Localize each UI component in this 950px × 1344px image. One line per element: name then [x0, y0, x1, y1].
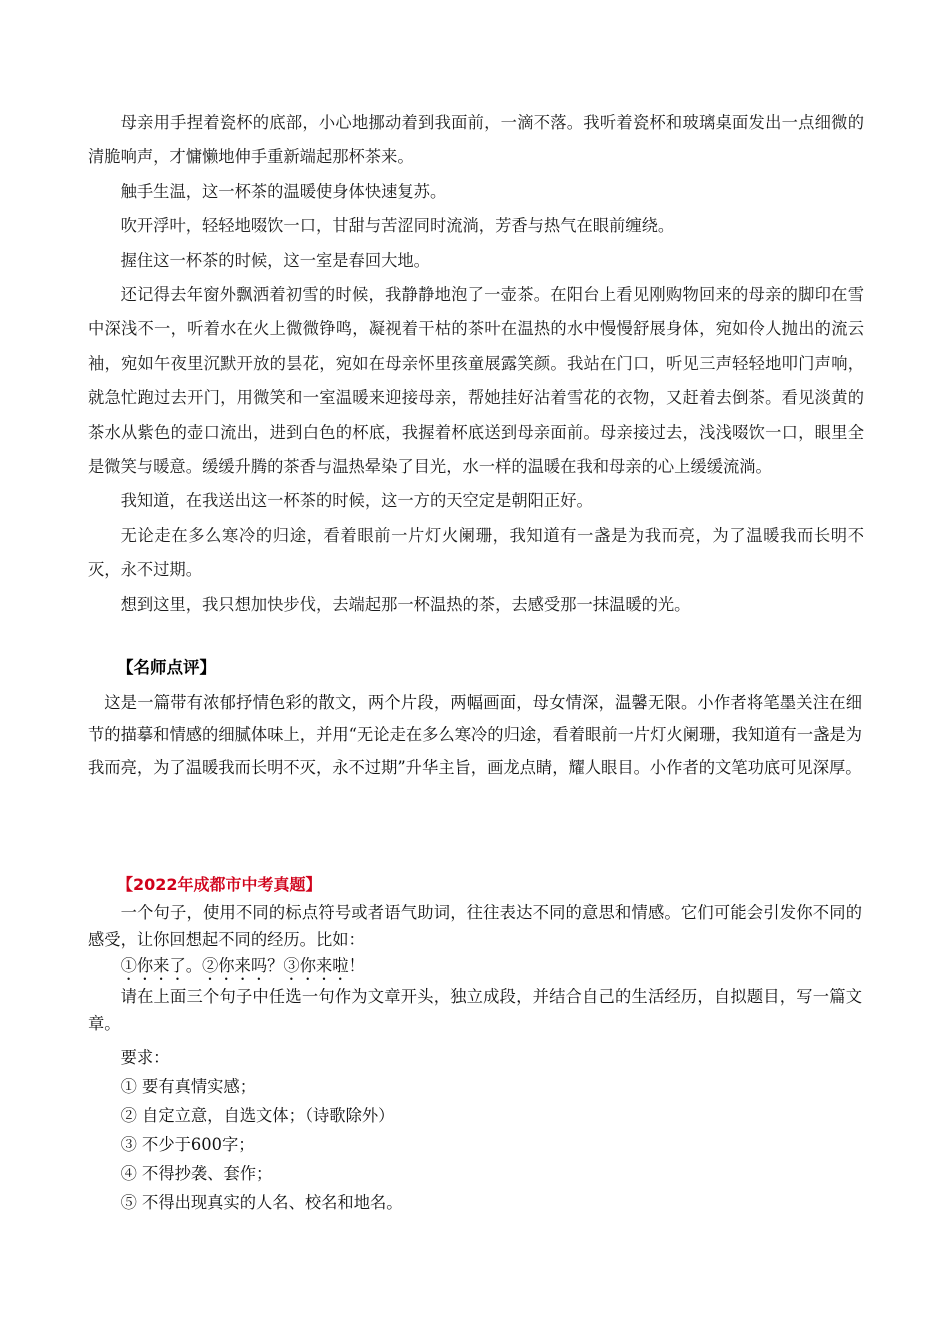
- review-text: 这是一篇带有浓郁抒情色彩的散文，两个片段，两幅画面，母女情深，温馨无限。小作者将笔墨关注在细节的描摹和情感的细腻体味上，并用“无论走在多么寒冷的归途，看着眼前一片灯火阑珊，我知道有一盏是为我而亮，为了温暖我而长明不灭，永不过期”升华主旨，画龙点睛，耀人眼目。小作者的文笔功底可见深厚。: [88, 693, 862, 777]
- review-heading: 【名师点评】: [117, 658, 216, 677]
- requirement-item: ③ 不少于600字；: [120, 1134, 255, 1154]
- essay-paragraph: 还记得去年窗外飘洒着初雪的时候，我静静地泡了一壶茶。在阳台上看见刚购物回来的母亲的脚印在雪中深浅不一，听着水在火上微微铮鸣，凝视着干枯的茶叶在温热的水中慢慢舒展身体，宛如伶人抛出的流云袖，宛如午夜里沉默开放的昙花，宛如在母亲怀里孩童展露笑颜。我站在门口，听见三声轻轻地叩门声响，就急忙跑过去开门，用微笑和一室温暖来迎接母亲，帮她挂好沾着雪花的衣物，又赶着去倒茶。看见淡黄的茶水从紫色的壶口流出，进到白色的杯底，我握着杯底送到母亲面前。母亲接过去，浅浅啜饮一口，眼里全是微笑与暖意。缓缓升腾的茶香与温热晕染了目光，水一样的温暖在我和母亲的心上缓缓流淌。: [88, 285, 864, 477]
- requirements-label: 要求：: [120, 1048, 170, 1068]
- essay-paragraph: 吹开浮叶，轻轻地啜饮一口，甘甜与苦涩同时流淌，芳香与热气在眼前缠绕。: [120, 216, 675, 236]
- exam-examples: [88, 953, 862, 984]
- requirement-item: ⑤ 不得出现真实的人名、校名和地名。: [120, 1192, 403, 1212]
- essay-paragraph: 握住这一杯茶的时候，这一室是春回大地。: [120, 250, 430, 270]
- essay-paragraph: 想到这里，我只想加快步伐，去端起那一杯温热的茶，去感受那一抹温暖的光。: [120, 594, 691, 614]
- exam-heading: 【2022年成都市中考真题】: [117, 875, 322, 894]
- essay-paragraph: 我知道，在我送出这一杯茶的时候，这一方的天空定是朝阳正好。: [120, 491, 593, 511]
- essay-paragraph: 无论走在多么寒冷的归途，看着眼前一片灯火阑珊，我知道有一盏是为我而亮，为了温暖我而长明不灭，永不过期。: [88, 525, 864, 580]
- exam-prompt: [88, 900, 862, 1217]
- essay-body: [88, 106, 864, 622]
- requirement-item: ① 要有真情实感；: [120, 1076, 257, 1096]
- requirement-item: ④ 不得抄袭、套作；: [120, 1163, 273, 1183]
- example-sentences: ①你来了。②你来吗？③你来啦！: [120, 956, 365, 976]
- essay-paragraph: 母亲用手捏着瓷杯的底部，小心地挪动着到我面前，一滴不落。我听着瓷杯和玻璃桌面发出一点细微的清脆响声，才慵懒地伸手重新端起那杯茶来。: [88, 113, 864, 167]
- essay-paragraph: 触手生温，这一杯茶的温暖使身体快速复苏。: [120, 181, 447, 201]
- exam-intro: 一个句子，使用不同的标点符号或者语气助词，往往表达不同的意思和情感。它们可能会引发你不同的感受，让你回想起不同的经历。比如：: [88, 903, 862, 949]
- exam-instruction: 请在上面三个句子中任选一句作为文章开头，独立成段，并结合自己的生活经历，自拟题目，写一篇文章。: [88, 987, 862, 1033]
- requirement-item: ② 自定立意，自选文体；（诗歌除外）: [120, 1105, 395, 1125]
